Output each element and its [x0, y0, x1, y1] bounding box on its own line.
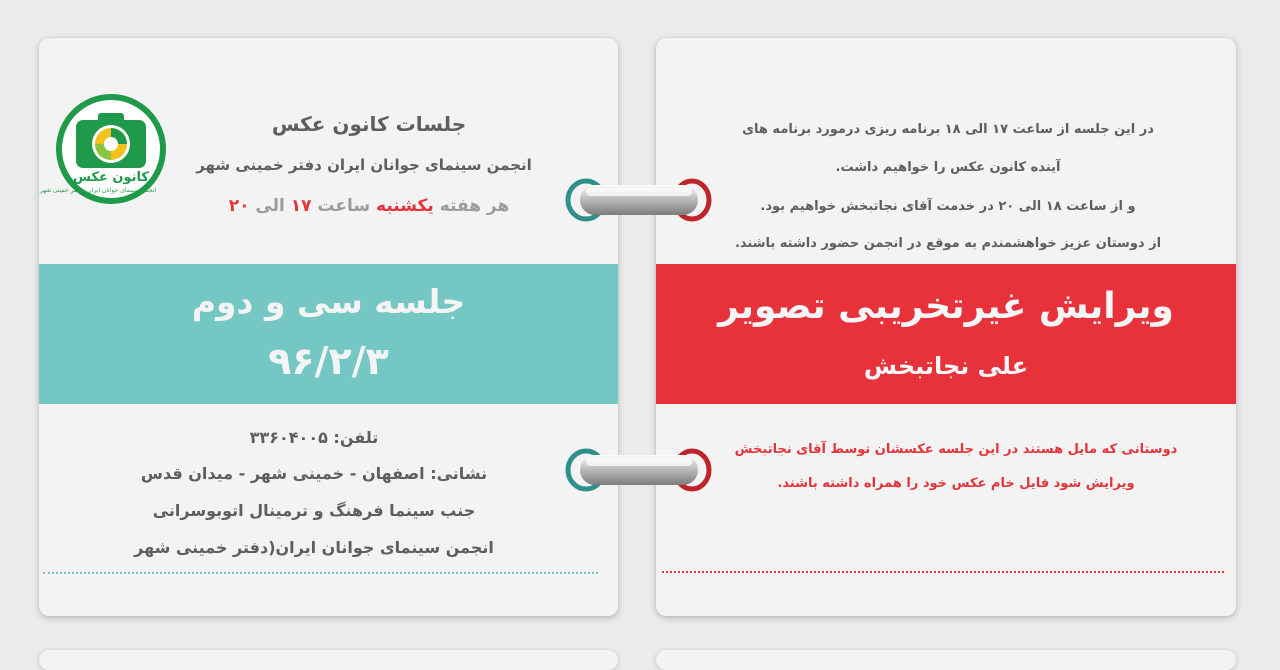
address-line-3: انجمن سینمای جوانان ایران(دفتر خمینی شهر	[134, 538, 494, 557]
logo-text: کانون عکس	[73, 170, 149, 185]
next-card-left	[39, 650, 618, 670]
dotted-divider	[43, 572, 598, 574]
paragraph-line-4: از دوستان عزیز خواهشمندم به موقع در انجمن حضور داشته باشند.	[734, 236, 1162, 251]
schedule-day: یکشنبه	[376, 196, 434, 216]
page-title: جلسات کانون عکس	[271, 112, 467, 136]
weekly-schedule	[189, 196, 549, 216]
session-date: ۹۶/۲/۳	[268, 339, 389, 383]
schedule-to-word: الی	[255, 196, 285, 216]
paragraph-line-2: آینده کانون عکس را خواهیم داشت.	[835, 160, 1061, 175]
schedule-to: ۲۰	[228, 196, 250, 216]
next-card-right	[656, 650, 1236, 670]
logo-subtext: انجمن سینمای جوانان ایران - دفتر خمینی شهر	[39, 187, 156, 194]
left-card	[39, 38, 618, 616]
schedule-prefix: هر هفته	[439, 196, 510, 216]
address-line-2: جنب سینما فرهنگ و ترمینال اتوبوسرانی	[152, 501, 476, 520]
session-banner	[39, 264, 618, 404]
paragraph-line-3: و از ساعت ۱۸ الی ۲۰ در خدمت آقای نجاتبخش خواهیم بود.	[760, 199, 1136, 214]
note-line-2: ویرایش شود فایل خام عکس خود را همراه داشته باشند.	[777, 476, 1135, 491]
phone-line: تلفن: ۳۳۶۰۴۰۰۵	[249, 428, 379, 447]
binder-ring-bottom	[560, 444, 720, 496]
camera-icon	[72, 110, 150, 172]
session-title: جلسه سی و دوم	[191, 282, 466, 321]
workshop-banner	[656, 264, 1236, 404]
presenter-name: علی نجاتبخش	[863, 352, 1029, 380]
schedule-time-word: ساعت	[317, 196, 371, 216]
dotted-divider	[662, 571, 1224, 573]
address-line-1: نشانی: اصفهان - خمینی شهر - میدان قدس	[140, 464, 488, 483]
workshop-headline: ویرایش غیرتخریبی تصویر	[718, 286, 1174, 327]
note-line-1: دوستانی که مایل هستند در این جلسه عکسشان توسط آقای نجاتبخش	[734, 442, 1178, 457]
schedule-from: ۱۷	[290, 196, 312, 216]
paragraph-line-1: در این جلسه از ساعت ۱۷ الی ۱۸ برنامه ریزی درمورد برنامه های	[742, 122, 1154, 137]
kanoon-aks-logo	[39, 94, 166, 204]
binder-ring-top	[560, 174, 720, 226]
organization-name: انجمن سینمای جوانان ایران دفتر خمینی شهر	[196, 156, 532, 174]
right-card	[656, 38, 1236, 616]
